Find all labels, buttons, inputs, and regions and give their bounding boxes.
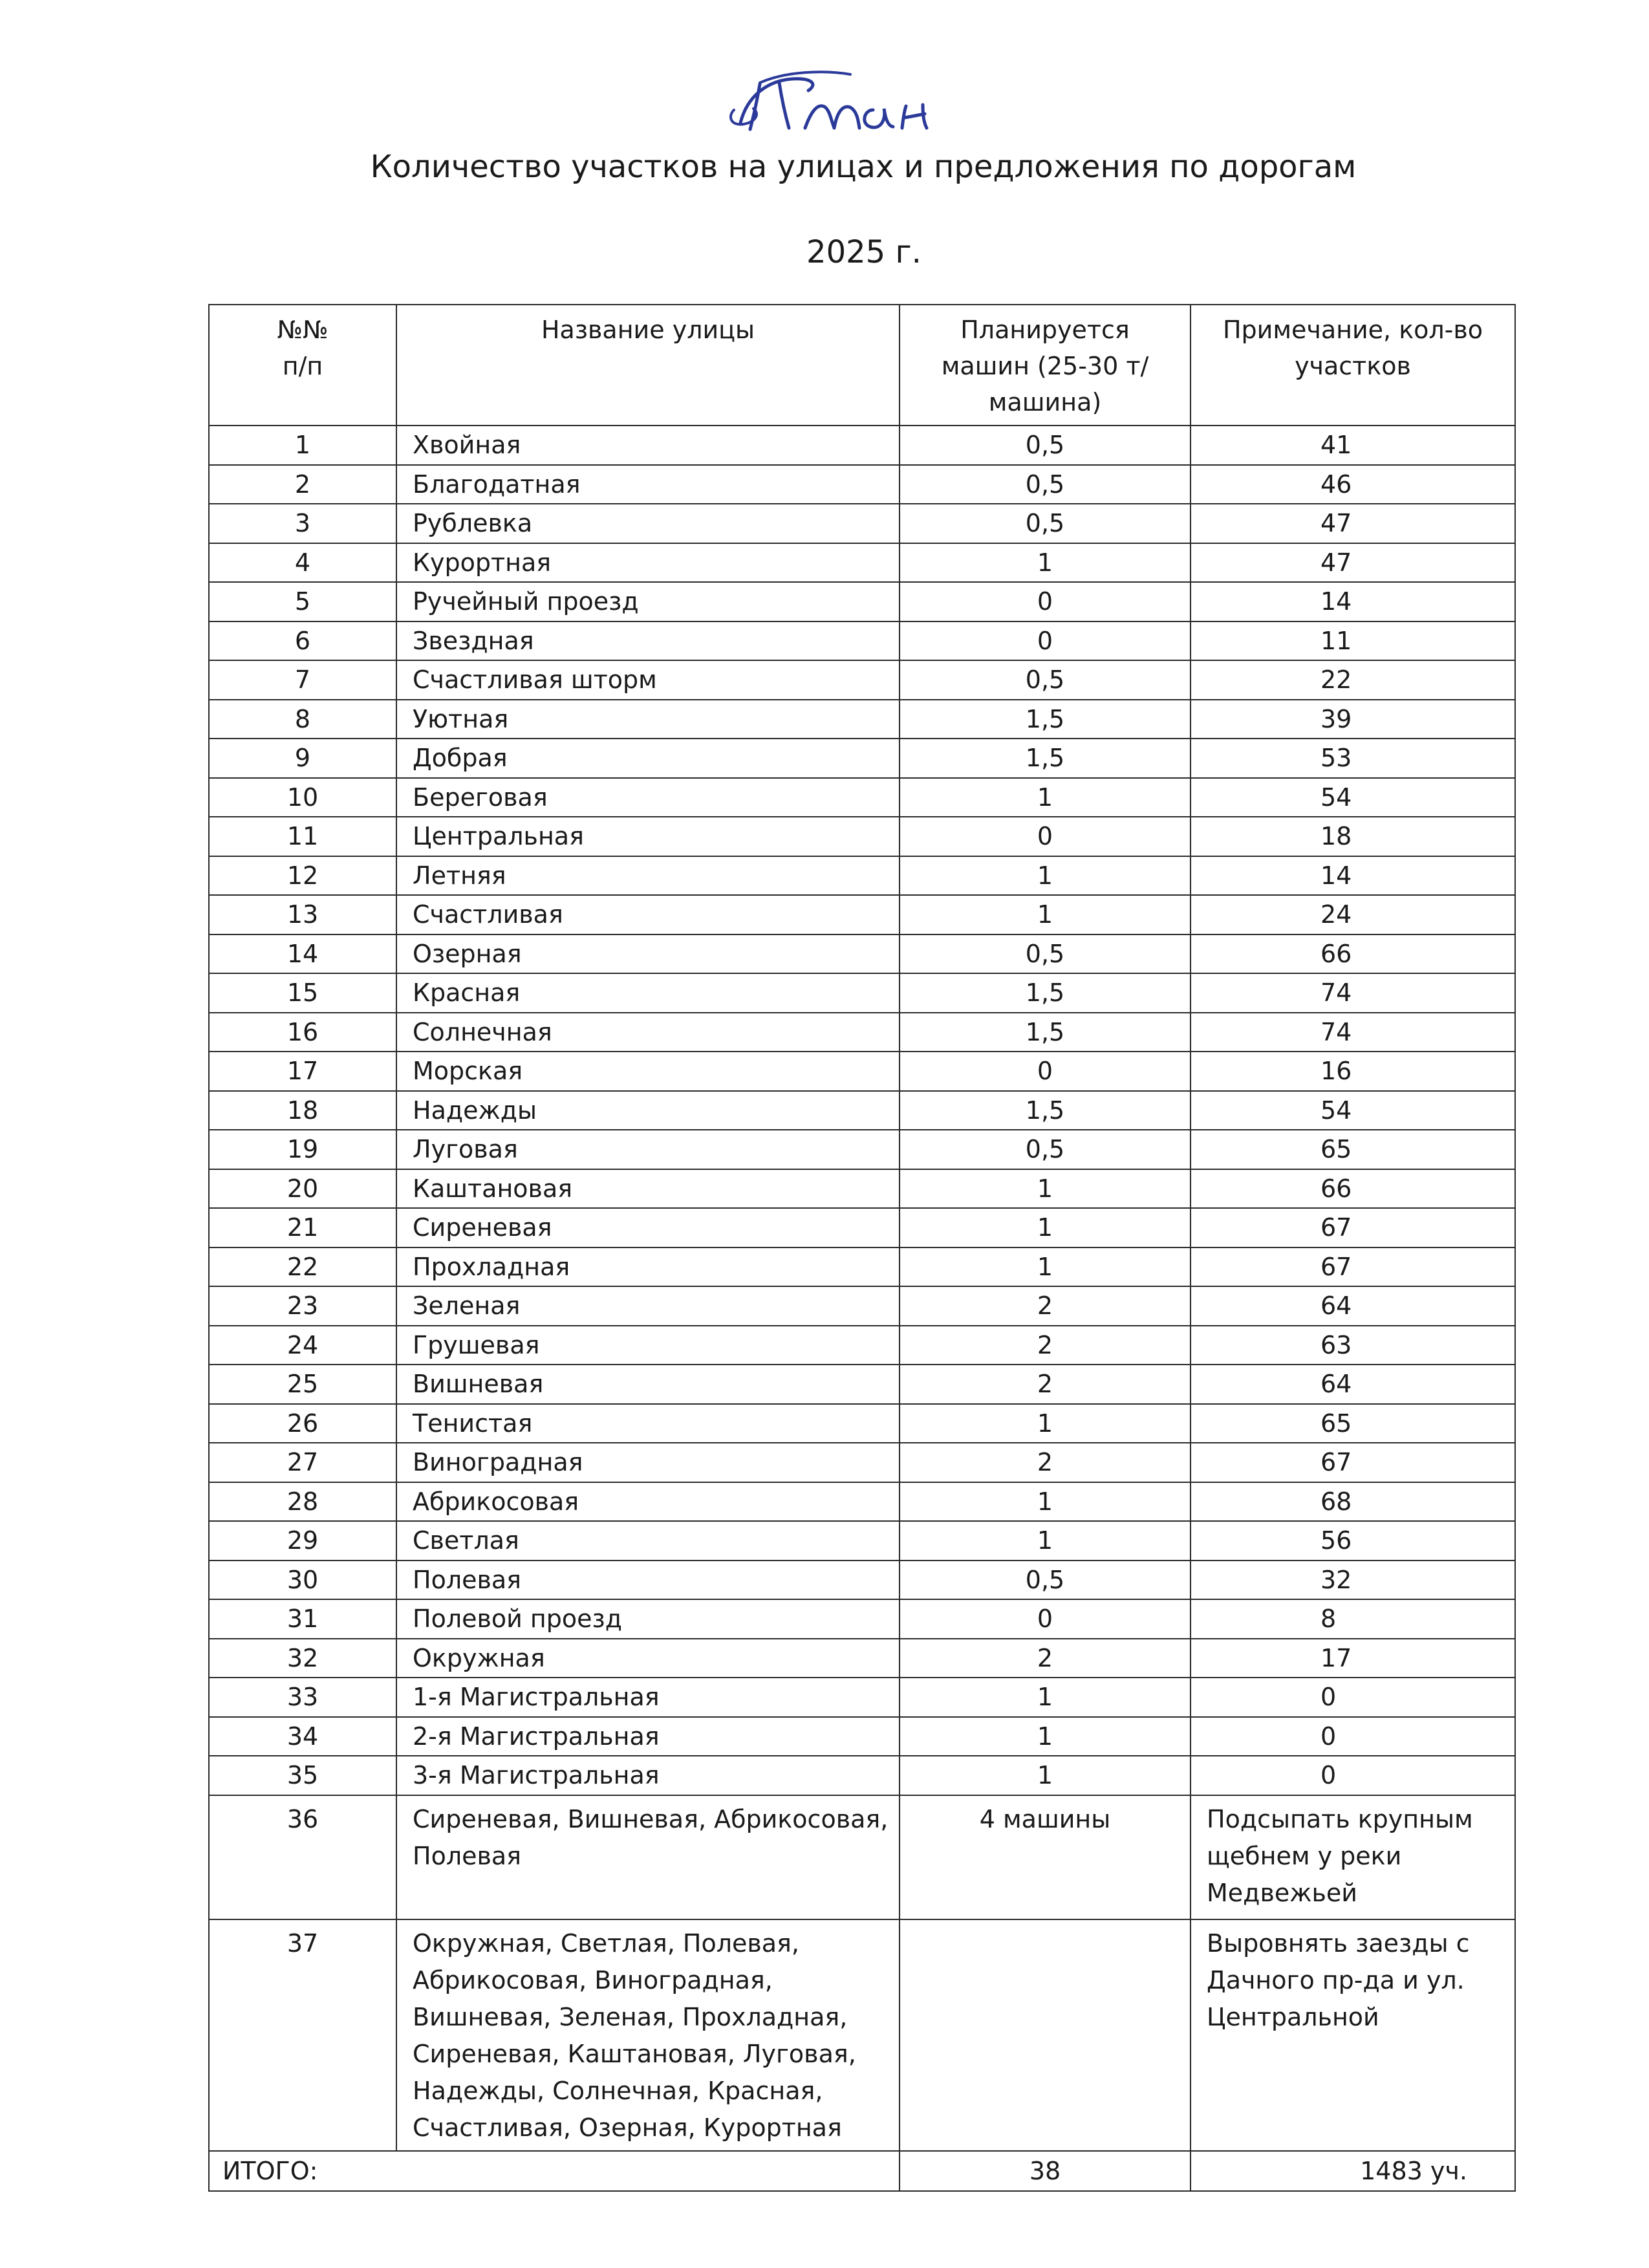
table-row [209,1208,1515,1247]
row-number: 30 [209,1561,396,1600]
planned-trucks: 0 [900,1599,1191,1639]
row-number: 21 [209,1208,396,1247]
plot-count: 56 [1191,1521,1515,1561]
table-row-row37 [209,1919,1515,2151]
document-year: 2025 г. [806,234,921,270]
note-line: Подсыпать крупным [1207,1804,1473,1833]
table-row [209,543,1515,583]
planned-trucks: 2 [900,1443,1191,1482]
street-name: Озерная [396,934,900,974]
street-name: Морская [396,1052,900,1091]
plot-count: 18 [1191,817,1515,856]
street-line: Сиреневая, Вишневая, Абрикосовая, [413,1804,889,1833]
street-line: Вишневая, Зеленая, Прохладная, [413,2002,848,2031]
total-plots: 1483 уч. [1191,2151,1515,2191]
street-name: Полевой проезд [396,1599,900,1639]
plot-count: 66 [1191,1169,1515,1209]
table-row [209,856,1515,896]
plot-count: 41 [1191,426,1515,465]
planned-trucks: 0 [900,817,1191,856]
plot-count: 0 [1191,1678,1515,1717]
planned-trucks: 0 [900,582,1191,621]
table-row [209,1482,1515,1522]
planned-trucks: 1 [900,856,1191,896]
table-header-row [209,305,1515,426]
plot-count: 46 [1191,465,1515,504]
street-name: Рублевка [396,504,900,543]
planned-trucks: 0,5 [900,465,1191,504]
row-number: 37 [209,1919,396,2151]
planned-trucks: 0,5 [900,934,1191,974]
row-number: 23 [209,1286,396,1326]
table-row [209,582,1515,621]
table-row [209,1052,1515,1091]
planned-trucks: 0,5 [900,1130,1191,1169]
row-number: 1 [209,426,396,465]
note-line: Центральной [1207,2002,1379,2031]
table-row [209,1561,1515,1600]
table-row [209,504,1515,543]
plot-count: 66 [1191,934,1515,974]
planned-trucks: 1 [900,1404,1191,1443]
street-name: Полевая [396,1561,900,1600]
planned-trucks: 4 машины [900,1795,1191,1919]
street-line: Надежды, Солнечная, Красная, [413,2076,823,2105]
planned-trucks: 1 [900,543,1191,583]
header-street: Название улицы [396,305,900,426]
table-row [209,895,1515,934]
row-number: 11 [209,817,396,856]
plot-count: 0 [1191,1717,1515,1756]
planned-trucks: 0,5 [900,1561,1191,1600]
plot-count: 22 [1191,660,1515,700]
planned-trucks: 1,5 [900,973,1191,1013]
street-name: Прохладная [396,1247,900,1287]
street-name: Счастливая [396,895,900,934]
street-name: Уютная [396,700,900,739]
street-name: Летняя [396,856,900,896]
planned-trucks: 2 [900,1326,1191,1365]
plot-count: 17 [1191,1639,1515,1678]
document-title: Количество участков на улицах и предложения по дорогам [370,149,1357,185]
table-row [209,739,1515,778]
street-name: Хвойная [396,426,900,465]
plot-count: 32 [1191,1561,1515,1600]
street-name: Курортная [396,543,900,583]
street-name: Красная [396,973,900,1013]
table-row [209,1639,1515,1678]
row-number: 4 [209,543,396,583]
street-name: Абрикосовая [396,1482,900,1522]
plot-count: 74 [1191,1013,1515,1052]
header-trucks-label: Планируется машин (25-30 т/машина) [941,316,1149,416]
row-number: 7 [209,660,396,700]
planned-trucks: 1 [900,778,1191,817]
table-row [209,1678,1515,1717]
table-row [209,1130,1515,1169]
street-line: Окружная, Светлая, Полевая, [413,1928,799,1958]
row-number: 18 [209,1091,396,1130]
table-row [209,1169,1515,1209]
street-name: Вишневая [396,1365,900,1404]
row-number: 2 [209,465,396,504]
table-row [209,1599,1515,1639]
table-row [209,1286,1515,1326]
header-note-label: Примечание, кол-во участков [1222,316,1483,380]
row-number: 26 [209,1404,396,1443]
plot-count: 64 [1191,1286,1515,1326]
street-line: Полевая [413,1841,522,1870]
note-text [1191,1919,1515,2151]
plot-count: 47 [1191,543,1515,583]
table-row [209,973,1515,1013]
handwritten-plan-signature [721,45,941,142]
row-number: 17 [209,1052,396,1091]
table-row [209,1091,1515,1130]
street-line: Абрикосовая, Виноградная, [413,1965,773,1994]
row-number: 27 [209,1443,396,1482]
planned-trucks: 0 [900,621,1191,661]
street-name: Виноградная [396,1443,900,1482]
plot-count: 65 [1191,1130,1515,1169]
table-row [209,778,1515,817]
plot-count: 67 [1191,1247,1515,1287]
row-number: 24 [209,1326,396,1365]
row-number: 15 [209,973,396,1013]
planned-trucks: 1 [900,1678,1191,1717]
table-row [209,1326,1515,1365]
header-trucks [900,305,1191,426]
table-row [209,1365,1515,1404]
row-number: 36 [209,1795,396,1919]
table-row-row36 [209,1795,1515,1919]
planned-trucks: 1,5 [900,700,1191,739]
street-name: Благодатная [396,465,900,504]
note-line: Медвежьей [1207,1878,1357,1907]
planned-trucks: 1 [900,895,1191,934]
planned-trucks: 2 [900,1365,1191,1404]
street-name: 1-я Магистральная [396,1678,900,1717]
street-name: Окружная [396,1639,900,1678]
street-name: Зеленая [396,1286,900,1326]
plot-count: 8 [1191,1599,1515,1639]
planned-trucks [900,1919,1191,2151]
plot-count: 68 [1191,1482,1515,1522]
planned-trucks: 1,5 [900,1013,1191,1052]
plot-count: 24 [1191,895,1515,934]
plot-count: 16 [1191,1052,1515,1091]
planned-trucks: 1 [900,1756,1191,1795]
row-number: 33 [209,1678,396,1717]
street-name: Счастливая шторм [396,660,900,700]
row-number: 9 [209,739,396,778]
street-line: Счастливая, Озерная, Курортная [413,2113,842,2142]
plot-count: 63 [1191,1326,1515,1365]
table-row [209,1404,1515,1443]
plot-count: 64 [1191,1365,1515,1404]
row-number: 5 [209,582,396,621]
street-name: Каштановая [396,1169,900,1209]
row-number: 25 [209,1365,396,1404]
note-text [1191,1795,1515,1919]
table-row [209,1013,1515,1052]
table-row [209,1717,1515,1756]
street-line: Сиреневая, Каштановая, Луговая, [413,2039,856,2068]
plots-table [208,304,1516,2192]
table-row [209,700,1515,739]
table-row [209,621,1515,661]
total-trucks: 38 [900,2151,1191,2191]
row-number: 3 [209,504,396,543]
street-name: Солнечная [396,1013,900,1052]
table-row [209,817,1515,856]
street-name: Надежды [396,1091,900,1130]
table-row [209,426,1515,465]
plot-count: 67 [1191,1443,1515,1482]
planned-trucks: 0,5 [900,504,1191,543]
planned-trucks: 1 [900,1169,1191,1209]
row-number: 35 [209,1756,396,1795]
table-row [209,465,1515,504]
row-number: 32 [209,1639,396,1678]
plot-count: 54 [1191,1091,1515,1130]
plot-count: 0 [1191,1756,1515,1795]
planned-trucks: 1,5 [900,1091,1191,1130]
street-name: 2-я Магистральная [396,1717,900,1756]
row-number: 29 [209,1521,396,1561]
row-number: 12 [209,856,396,896]
planned-trucks: 1,5 [900,739,1191,778]
street-name: Луговая [396,1130,900,1169]
street-names [396,1795,900,1919]
street-name: Добрая [396,739,900,778]
plot-count: 74 [1191,973,1515,1013]
header-note [1191,305,1515,426]
row-number: 22 [209,1247,396,1287]
table-row [209,1247,1515,1287]
plot-count: 14 [1191,856,1515,896]
planned-trucks: 1 [900,1482,1191,1522]
total-label: ИТОГО: [209,2151,900,2191]
planned-trucks: 0,5 [900,660,1191,700]
plot-count: 47 [1191,504,1515,543]
planned-trucks: 1 [900,1717,1191,1756]
plot-count: 67 [1191,1208,1515,1247]
row-number: 6 [209,621,396,661]
row-number: 28 [209,1482,396,1522]
plot-count: 39 [1191,700,1515,739]
row-number: 10 [209,778,396,817]
row-number: 20 [209,1169,396,1209]
row-number: 31 [209,1599,396,1639]
header-num-label: №№ п/п [277,316,329,380]
street-name: Грушевая [396,1326,900,1365]
row-number: 34 [209,1717,396,1756]
street-name: Центральная [396,817,900,856]
plot-count: 65 [1191,1404,1515,1443]
row-number: 19 [209,1130,396,1169]
row-number: 16 [209,1013,396,1052]
street-names [396,1919,900,2151]
planned-trucks: 2 [900,1286,1191,1326]
street-name: Звездная [396,621,900,661]
table-row [209,934,1515,974]
street-name: Тенистая [396,1404,900,1443]
plot-count: 54 [1191,778,1515,817]
total-row [209,2151,1515,2191]
plot-count: 53 [1191,739,1515,778]
note-line: Дачного пр-да и ул. [1207,1965,1465,1994]
street-name: Светлая [396,1521,900,1561]
row-number: 8 [209,700,396,739]
table-row [209,1756,1515,1795]
plot-count: 14 [1191,582,1515,621]
table-row [209,1521,1515,1561]
planned-trucks: 0 [900,1052,1191,1091]
planned-trucks: 0,5 [900,426,1191,465]
street-name: Береговая [396,778,900,817]
header-num [209,305,396,426]
planned-trucks: 2 [900,1639,1191,1678]
note-line: щебнем у реки [1207,1841,1402,1870]
note-line: Выровнять заезды с [1207,1928,1470,1958]
street-name: Ручейный проезд [396,582,900,621]
street-name: 3-я Магистральная [396,1756,900,1795]
table-row [209,1443,1515,1482]
plot-count: 11 [1191,621,1515,661]
row-number: 13 [209,895,396,934]
planned-trucks: 1 [900,1247,1191,1287]
table-row [209,660,1515,700]
planned-trucks: 1 [900,1521,1191,1561]
planned-trucks: 1 [900,1208,1191,1247]
row-number: 14 [209,934,396,974]
street-name: Сиреневая [396,1208,900,1247]
